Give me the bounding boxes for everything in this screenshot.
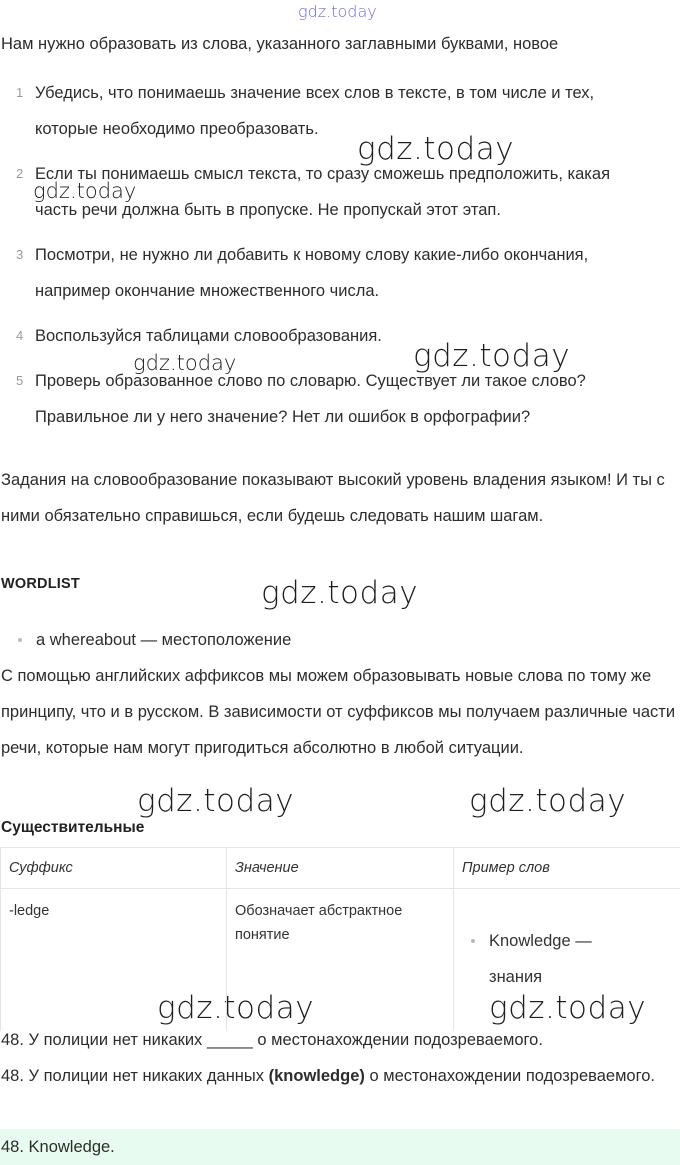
step-item [0, 363, 656, 435]
answer-box: 48. Knowledge. [0, 1129, 680, 1165]
example-item: Knowledge — знания [454, 923, 640, 995]
step-text: Если ты понимаешь смысл текста, то сразу сможешь предположить, какая часть речи должна быть в пропуске. Не пропускай этот этап. [35, 165, 611, 219]
watermark: gdz.today [469, 783, 627, 819]
watermark: gdz.today [33, 179, 137, 203]
step-text: Посмотри, не нужно ли добавить к новому слову какие-либо окончания, например окончание множественного числа. [35, 246, 589, 300]
step-text: Проверь образованное слово по словарю. Существует ли такое слово? Правильное ли у него значение? Нет ли ошибок в орфографии? [35, 372, 586, 426]
wordlist-item: a whereabout — местоположение [0, 622, 291, 658]
table-row [1, 889, 680, 1032]
watermark: gdz.today [157, 990, 315, 1026]
table-header: Пример слов [454, 848, 680, 889]
watermark: gdz.today [357, 131, 515, 167]
table-header: Значение [227, 848, 454, 889]
step-text: Убедись, что понимаешь значение всех слов в тексте, в том числе и тех, которые необходимо преобразовать. [35, 84, 595, 138]
step-item [0, 318, 656, 354]
meaning-cell: Обозначает абстрактное понятие [227, 889, 454, 1032]
suffix-cell: -ledge [1, 889, 227, 1032]
nouns-heading: Существительные [1, 819, 145, 836]
watermark: gdz.today [137, 783, 295, 819]
step-item [0, 156, 656, 228]
suffix-table [0, 847, 680, 1031]
filled-bold-word: (knowledge) [268, 1067, 365, 1085]
watermark: gdz.today [133, 351, 237, 375]
watermark: gdz.today [489, 990, 647, 1026]
step-number: 3 [16, 247, 24, 262]
after-steps-text: Задания на словообразование показывают высокий уровень владения языком! И ты с ними обязательно справишься, если будешь следовать нашим шагам. [1, 471, 665, 525]
step-item [0, 75, 656, 147]
top-watermark: gdz.today [298, 2, 377, 21]
intro-text: Нам нужно образовать из слова, указанного заглавными буквами, новое [1, 35, 559, 53]
example-cell [454, 889, 680, 1032]
step-item [0, 237, 656, 309]
task-text: 48. У полиции нет никаких _____ о местонахождении подозреваемого. [1, 1031, 543, 1049]
step-number: 4 [16, 328, 24, 343]
steps-list [0, 75, 656, 444]
watermark: gdz.today [261, 575, 419, 611]
filled-sentence [1, 1058, 660, 1094]
step-text: Воспользуйся таблицами словообразования. [35, 327, 382, 345]
watermark: gdz.today [413, 338, 571, 374]
filled-after: о местонахождении подозреваемого. [364, 1067, 656, 1085]
step-number: 1 [16, 85, 24, 100]
table-header-row [1, 848, 680, 889]
affix-text: С помощью английских аффиксов мы можем образовывать новые слова по тому же принципу, что и в русском. В зависимости от суффиксов мы получаем различные части речи, которые нам могут пригодиться абсолютно в любой ситуации. [1, 667, 676, 757]
filled-before: 48. У полиции нет никаких данных [1, 1067, 269, 1085]
wordlist [0, 622, 291, 658]
table-header: Суффикс [1, 848, 227, 889]
step-number: 5 [16, 373, 24, 388]
wordlist-heading: WORDLIST [1, 576, 80, 592]
step-number: 2 [16, 166, 24, 181]
